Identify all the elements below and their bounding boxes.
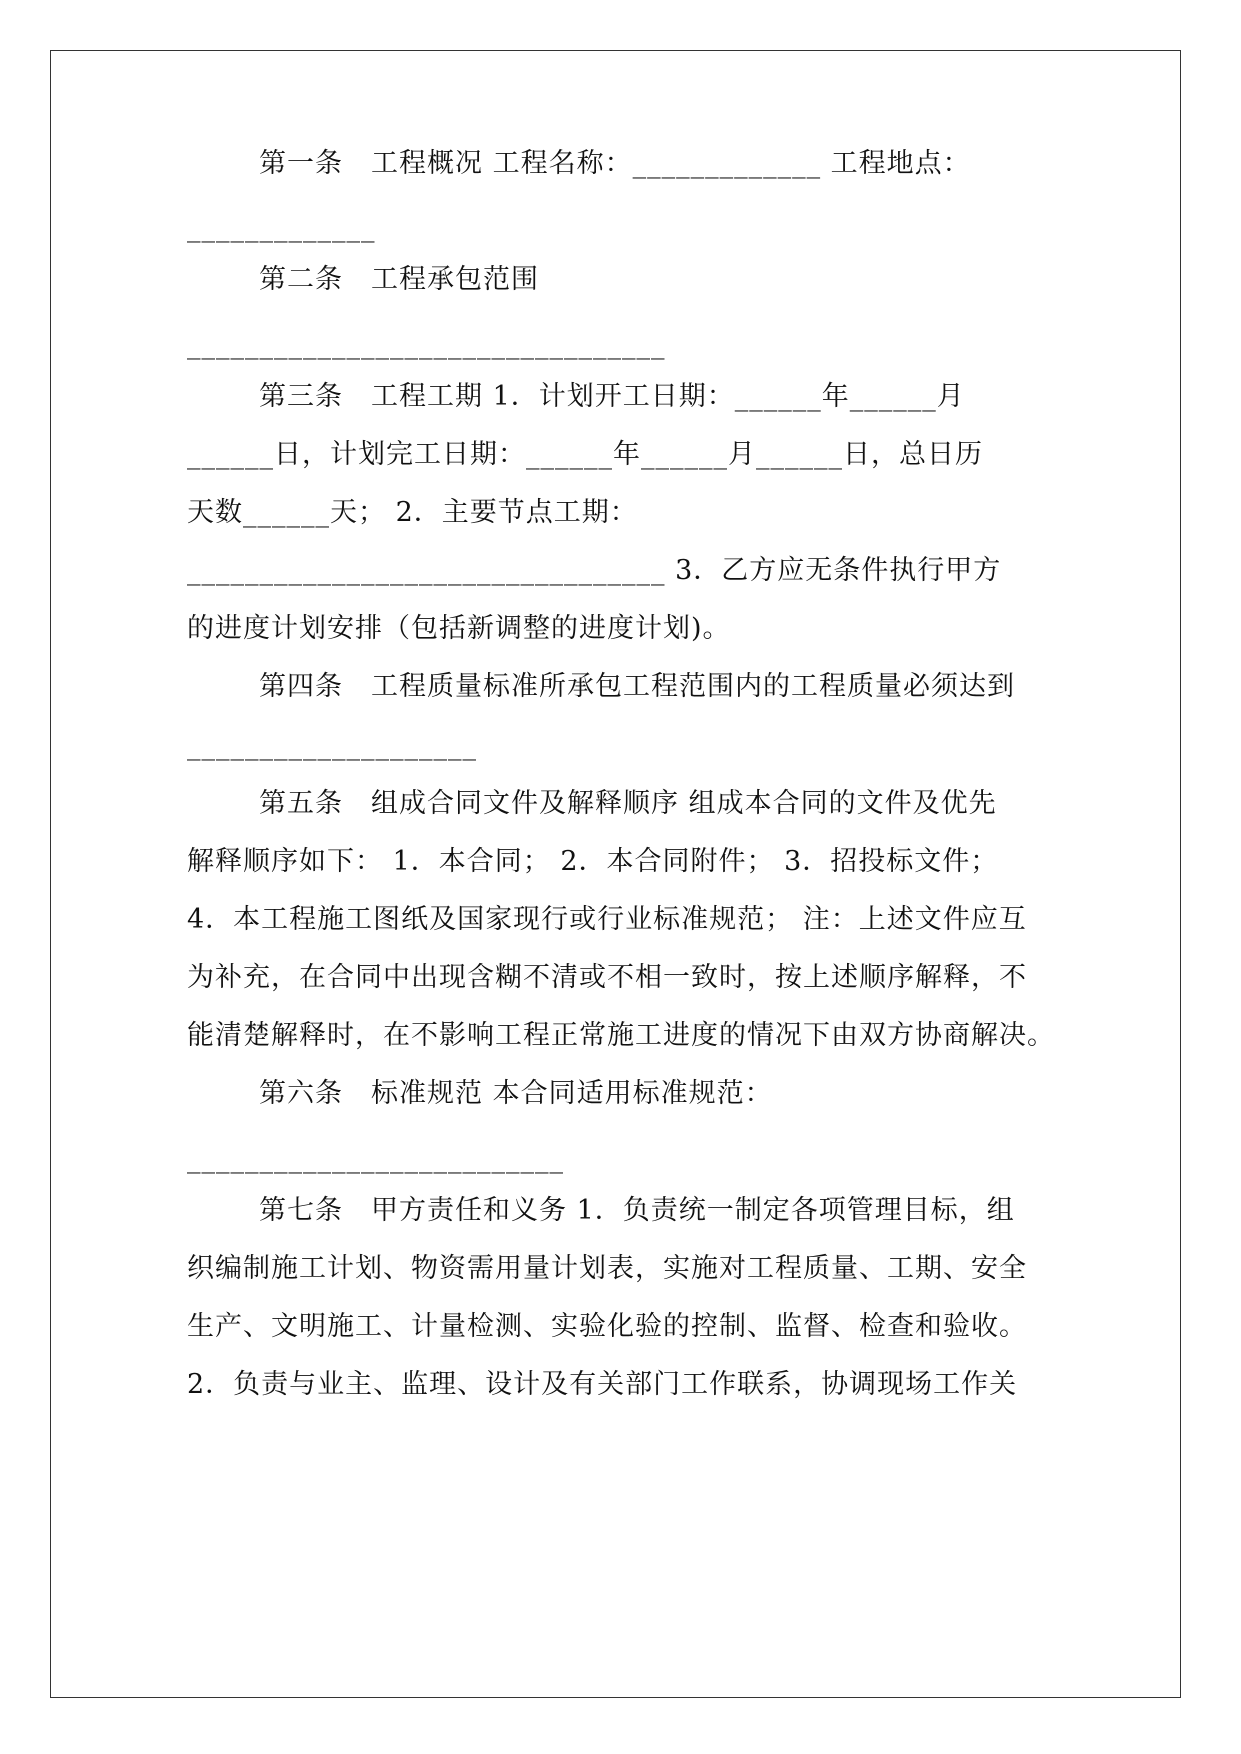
article-1-heading-line: 第一条 工程概况 工程名称：_____________ 工程地点：	[259, 148, 971, 179]
article-7-line-4: 2．负责与业主、监理、设计及有关部门工作联系，协调现场工作关	[187, 1369, 1018, 1400]
article-5-line-2: 解释顺序如下： 1．本合同； 2．本合同附件； 3．招投标文件；	[187, 846, 999, 877]
article-6-heading-line: 第六条 标准规范 本合同适用标准规范：	[259, 1078, 773, 1109]
article-4-heading-line: 第四条 工程质量标准所承包工程范围内的工程质量必须达到	[259, 671, 1015, 702]
article-3-heading-line: 第三条 工程工期 1．计划开工日期：______年______月	[259, 381, 965, 412]
article-3-line-2: ______日，计划完工日期：______年______月______日，总日历	[187, 439, 983, 470]
article-7-line-3: 生产、文明施工、计量检测、实验化验的控制、监督、检查和验收。	[187, 1311, 1027, 1342]
article-5-heading-line: 第五条 组成合同文件及解释顺序 组成本合同的文件及优先	[259, 788, 997, 819]
article-3-line-5: 的进度计划安排（包括新调整的进度计划)。	[187, 613, 731, 644]
article-3-line-3: 天数______天； 2．主要节点工期：	[187, 497, 638, 528]
article-5-line-5: 能清楚解释时，在不影响工程正常施工进度的情况下由双方协商解决。	[187, 1020, 1055, 1051]
article-2-heading-line: 第二条 工程承包范围	[259, 264, 539, 295]
article-7-heading-line: 第七条 甲方责任和义务 1．负责统一制定各项管理目标，组	[259, 1195, 1015, 1226]
article-5-line-4: 为补充，在合同中出现含糊不清或不相一致时，按上述顺序解释，不	[187, 962, 1027, 993]
article-5-line-3: 4．本工程施工图纸及国家现行或行业标准规范； 注：上述文件应互	[187, 904, 1027, 935]
scope-blank: _________________________________	[187, 329, 666, 360]
quality-standard-blank: ____________________	[187, 730, 477, 761]
article-3-line-4: _________________________________ 3．乙方应无条件执行甲方	[187, 555, 1002, 586]
standards-blank: __________________________	[187, 1143, 564, 1174]
project-location-blank: _____________	[187, 212, 376, 243]
article-7-line-2: 织编制施工计划、物资需用量计划表，实施对工程质量、工期、安全	[187, 1253, 1027, 1284]
